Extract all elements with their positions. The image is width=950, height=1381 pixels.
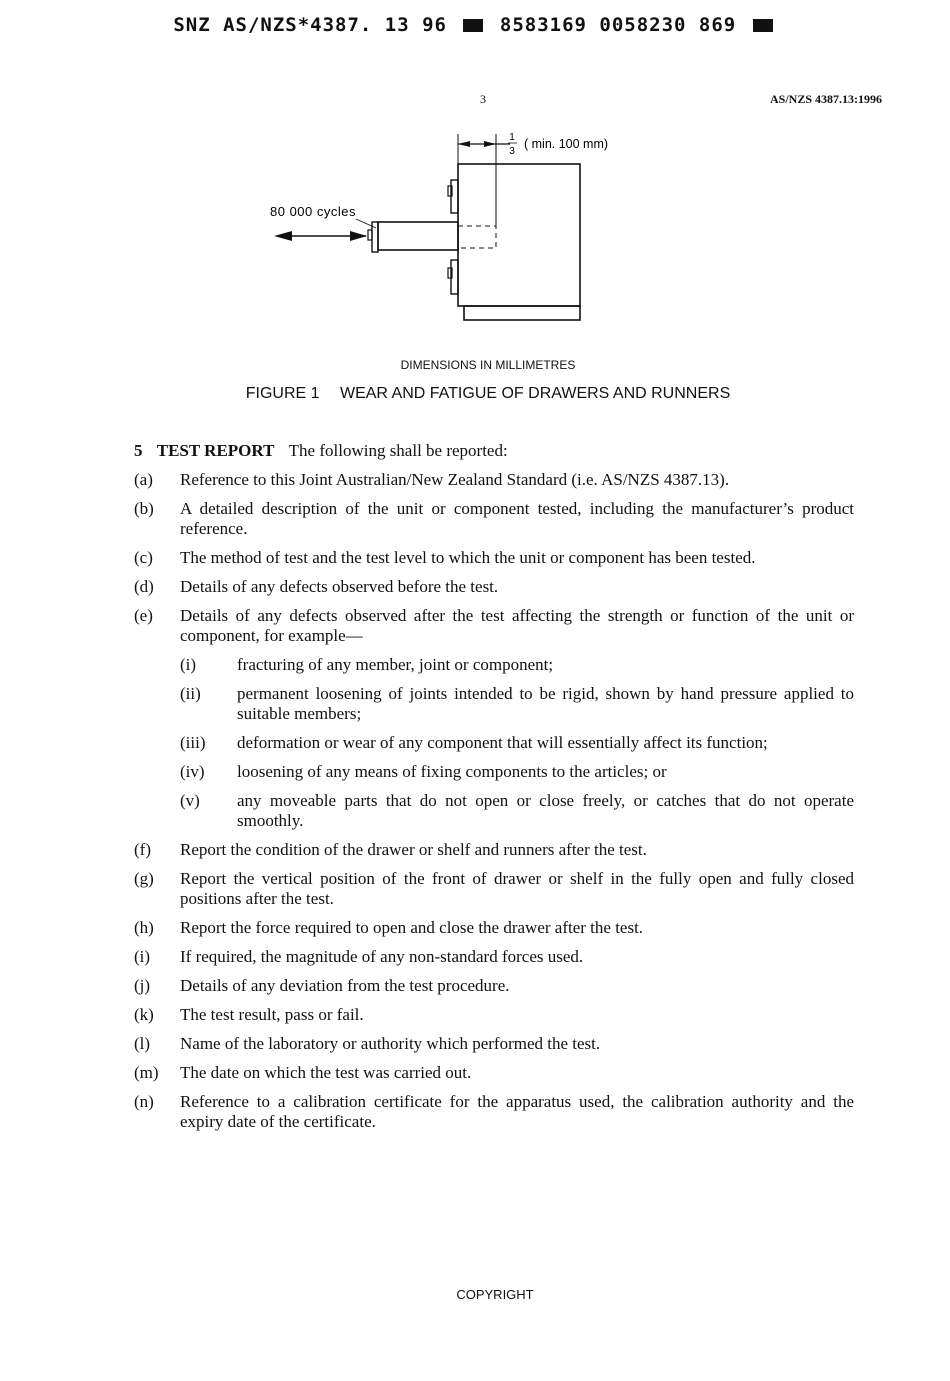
copyright-footer: COPYRIGHT bbox=[456, 1287, 534, 1302]
page-number: 3 bbox=[480, 92, 486, 106]
open-drawer bbox=[378, 222, 458, 250]
sub-list-item: (iii) deformation or wear of any component that will essentially affect its function; bbox=[180, 733, 768, 752]
list-item: (a) Reference to this Joint Australian/New Zealand Standard (i.e. AS/NZS 4387.13). bbox=[134, 470, 730, 489]
list-item: (h) Report the force required to open and close the drawer after the test. bbox=[134, 918, 644, 937]
list-item: (d) Details of any defects observed before the test. bbox=[134, 577, 499, 596]
fraction-denominator: 3 bbox=[509, 146, 515, 157]
sub-list-item: (ii) permanent loosening of joints intended to be rigid, shown by hand pressure applied to suitable members; bbox=[180, 684, 854, 723]
section-intro: The following shall be reported: bbox=[288, 441, 508, 460]
list-item: (k) The test result, pass or fail. bbox=[134, 1005, 364, 1024]
section-number: 5 bbox=[134, 441, 143, 460]
list-item: (f) Report the condition of the drawer or shelf and runners after the test. bbox=[134, 840, 647, 859]
cabinet-plinth bbox=[464, 306, 580, 320]
list-item: (l) Name of the laboratory or authority which performed the test. bbox=[134, 1034, 601, 1053]
report-items-list bbox=[134, 470, 854, 1141]
list-item: (i) If required, the magnitude of any non-standard forces used. bbox=[134, 947, 584, 966]
fraction-numerator: 1 bbox=[509, 132, 515, 143]
list-item: (j) Details of any deviation from the test procedure. bbox=[134, 976, 510, 995]
scan-code-text: SNZ AS/NZS*4387. 13 96 bbox=[173, 14, 447, 36]
sub-items-list bbox=[180, 646, 854, 831]
arrow-left-head bbox=[274, 231, 292, 241]
scan-code-tail: 8583169 0058230 869 bbox=[499, 14, 737, 36]
list-item: (e) Details of any defects observed after the test affecting the strength or function of the unit or component, for example— (i) fracturing of any member, joint or component; (ii) permanent loosening of joints intended to be rigid, shown by hand pressure applied to suitable members; (iii) deformation or wear of any component that will essentially affect its function; (iv) loosening of any means of fixing components to the articles; or (v) any moveable parts that do not open or close freely, or catches that do not operate smoothly. bbox=[134, 606, 854, 830]
dimension-label: ( min. 100 mm) bbox=[524, 137, 609, 151]
figure-title: WEAR AND FATIGUE OF DRAWERS AND RUNNERS bbox=[339, 385, 731, 402]
standard-reference: AS/NZS 4387.13:1996 bbox=[769, 92, 882, 106]
figure-number: FIGURE 1 bbox=[245, 385, 320, 402]
list-item: (n) Reference to a calibration certificate for the apparatus used, the calibration authority and the expiry date of the certificate. bbox=[134, 1092, 854, 1131]
list-item: (g) Report the vertical position of the front of drawer or shelf in the fully open and fully closed positions after the test. bbox=[134, 869, 854, 908]
barcode-block bbox=[753, 19, 773, 32]
section-heading bbox=[134, 441, 854, 461]
section-title: TEST REPORT bbox=[156, 441, 275, 460]
sub-list-item: (iv) loosening of any means of fixing components to the articles; or bbox=[180, 762, 667, 781]
drawer-test-diagram bbox=[260, 130, 640, 330]
drawer-inside-dashed bbox=[458, 226, 496, 248]
scan-header-code bbox=[0, 14, 950, 36]
barcode-block bbox=[463, 19, 483, 32]
sub-list-item: (v) any moveable parts that do not open or close freely, or catches that do not operate smoothly. bbox=[180, 791, 854, 830]
list-item: (m) The date on which the test was carried out. bbox=[134, 1063, 472, 1082]
list-item: (c) The method of test and the test level to which the unit or component has been tested. bbox=[134, 548, 756, 567]
cabinet-body bbox=[458, 164, 580, 306]
figure-caption bbox=[0, 385, 950, 403]
list-item: (b) A detailed description of the unit or component tested, including the manufacturer’s product reference. bbox=[134, 499, 854, 538]
cycles-label: 80 000 cycles bbox=[270, 204, 356, 219]
dimensions-note: DIMENSIONS IN MILLIMETRES bbox=[400, 358, 576, 372]
arrow-right-head bbox=[350, 231, 367, 241]
figure-diagram bbox=[260, 130, 640, 335]
sub-list-item: (i) fracturing of any member, joint or component; bbox=[180, 655, 554, 674]
